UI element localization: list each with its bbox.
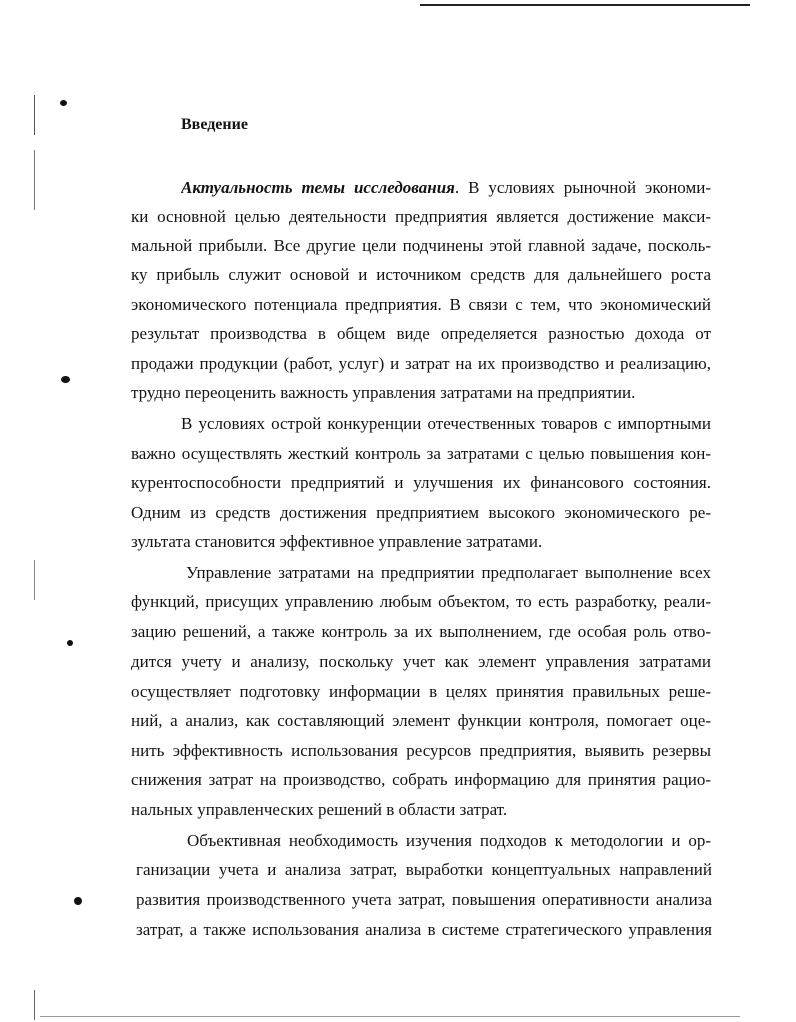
section-heading: Введение bbox=[181, 116, 248, 133]
scan-edge-line bbox=[40, 1016, 740, 1017]
text-line: Объективная необходимость изучения подходов к методологии и ор- bbox=[187, 831, 711, 850]
scan-edge-mark bbox=[34, 560, 35, 600]
binding-hole-mark bbox=[60, 100, 67, 106]
binding-hole-mark bbox=[67, 640, 73, 646]
text-line: продажи продукции (работ, услуг) и затрат на их производство и реализацию, bbox=[131, 354, 711, 373]
text-line: ку прибыль служит основой и источником средств для дальнейшего роста bbox=[131, 265, 711, 284]
text-line: В условиях острой конкуренции отечественных товаров с импортными bbox=[181, 414, 711, 433]
text-line: функций, присущих управлению любым объектом, то есть разработку, реали- bbox=[131, 592, 711, 611]
text-line: затрат, а также использования анализа в системе стратегического управления bbox=[136, 920, 712, 939]
scan-edge-line bbox=[420, 4, 750, 6]
scan-edge-mark bbox=[34, 990, 35, 1020]
text-line: экономического потенциала предприятия. В связи с тем, что экономический bbox=[131, 295, 711, 314]
text-line: мальной прибыли. Все другие цели подчинены этой главной задаче, посколь- bbox=[131, 236, 711, 255]
text-line: важно осуществлять жесткий контроль за затратами с целью повышения кон- bbox=[131, 444, 711, 463]
text-line bbox=[181, 178, 711, 198]
text-line: ний, а анализ, как составляющий элемент функции контроля, помогает оце- bbox=[131, 711, 711, 730]
text-line: зультата становится эффективное управление затратами. bbox=[131, 532, 543, 551]
text-line: снижения затрат на производство, собрать информацию для принятия рацио- bbox=[131, 770, 711, 789]
text-line: курентоспособности предприятий и улучшения их финансового состояния. bbox=[131, 473, 711, 492]
text-line: Одним из средств достижения предприятием высокого экономического ре- bbox=[131, 503, 711, 522]
text-line: нить эффективность использования ресурсов предприятия, выявить резервы bbox=[131, 741, 711, 760]
text-line: ганизации учета и анализа затрат, выработки концептуальных направлений bbox=[136, 860, 712, 879]
text-line: развития производственного учета затрат, повышения оперативности анализа bbox=[136, 890, 712, 909]
text-line: результат производства в общем виде определяется разностью дохода от bbox=[131, 324, 711, 343]
text-line: осуществляет подготовку информации в целях принятия правильных реше- bbox=[131, 682, 711, 701]
text-line: трудно переоценить важность управления затратами на предприятии. bbox=[131, 383, 636, 402]
text-line: нальных управленческих решений в области затрат. bbox=[131, 800, 508, 819]
scan-edge-mark bbox=[34, 150, 35, 210]
text-line: дится учету и анализу, поскольку учет как элемент управления затратами bbox=[131, 652, 711, 671]
binding-hole-mark bbox=[74, 897, 82, 905]
text-line: Управление затратами на предприятии предполагает выполнение всех bbox=[186, 563, 711, 582]
binding-hole-mark bbox=[61, 376, 70, 383]
scan-edge-mark bbox=[34, 95, 35, 135]
text-line: ки основной целью деятельности предприятия является достижение макси- bbox=[131, 207, 711, 226]
emphasis-text: Актуальность темы исследования bbox=[181, 178, 455, 197]
text-line: зацию решений, а также контроль за их выполнением, где особая роль отво- bbox=[131, 622, 711, 641]
text-line-content: . В условиях рыночной экономи- bbox=[454, 178, 711, 197]
